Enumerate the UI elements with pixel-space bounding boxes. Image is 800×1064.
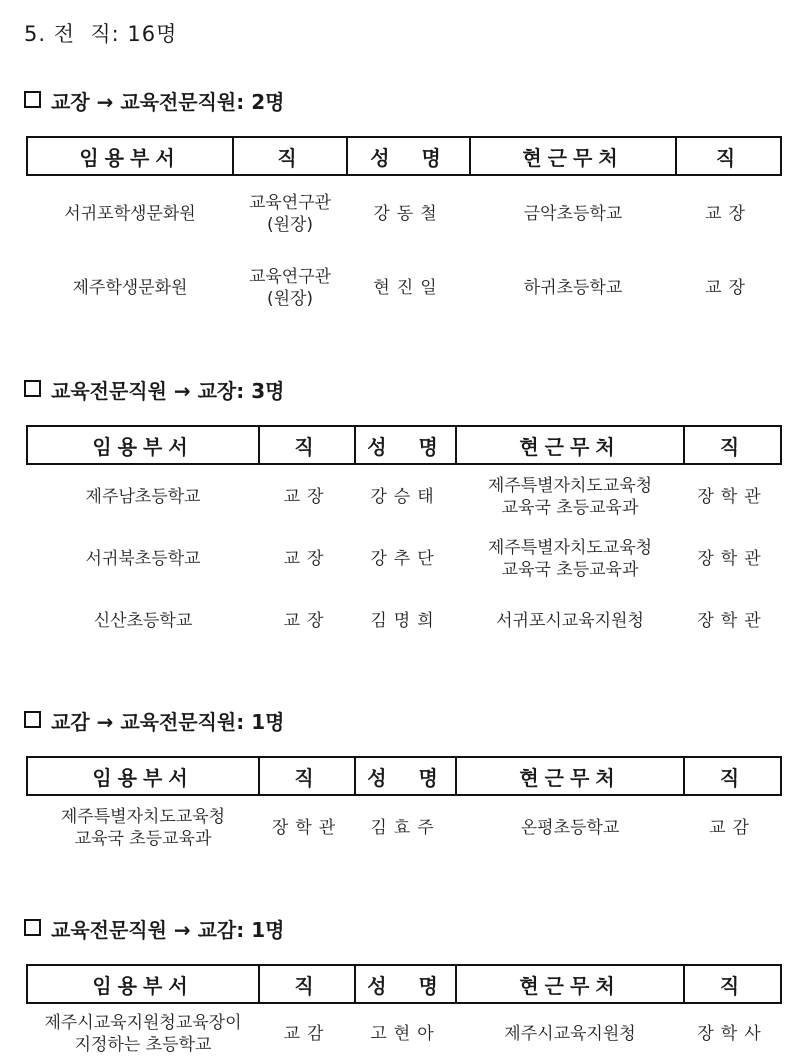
section-heading [24,375,284,404]
cell-current-position: 장학관 [697,486,768,507]
cell-department: 제주학생문화원 [72,278,188,298]
table-row [27,464,781,528]
cell-position: 교육연구관 (원장) [248,267,332,309]
section-heading-text: 교육전문직원 → 교장: 3명 [51,379,285,403]
cell-name: 강승태 [370,486,441,507]
checkbox-square-icon [24,919,41,936]
header-position: 직 [233,137,347,175]
cell-current-workplace: 제주시교육지원청 [504,1023,636,1044]
section-heading [24,914,284,943]
section-heading-text: 교감 → 교육전문직원: 1명 [51,710,285,734]
checkbox-square-icon [24,380,41,397]
cell-department: 신산초등학교 [93,611,193,631]
cell-position: 교장 [283,549,331,569]
cell-department: 제주시교육지원청교육장이 지정하는 초등학교 [44,1012,242,1055]
cell-position: 교장 [283,611,331,631]
header-current-workplace: 현근무처 [456,965,684,1003]
cell-name: 고현아 [370,1023,441,1044]
header-current-workplace: 현근무처 [456,426,684,464]
header-current-position: 직 [676,137,781,175]
cell-name: 김명희 [370,611,441,631]
header-position: 직 [259,965,355,1003]
header-current-workplace: 현근무처 [470,137,676,175]
header-department: 임용부서 [27,137,233,175]
table-row [27,528,781,590]
header-current-workplace: 현근무처 [456,757,684,795]
page-title: 5. 전 직: 16명 [24,22,178,46]
table-header-row [27,137,781,175]
section-heading-text: 교육전문직원 → 교감: 1명 [51,918,285,942]
checkbox-square-icon [24,91,41,108]
cell-position: 교장 [283,486,331,507]
cell-current-position: 장학관 [697,611,768,631]
header-current-position: 직 [684,426,781,464]
cell-current-workplace: 금악초등학교 [523,203,623,224]
cell-current-workplace: 제주특별자치도교육청 교육국 초등교육과 [487,538,653,580]
header-department: 임용부서 [27,426,259,464]
appointment-table [26,425,782,652]
header-position: 직 [259,757,355,795]
cell-department: 서귀포학생문화원 [64,203,196,224]
table-header-row [27,965,781,1003]
appointment-table [26,964,782,1063]
cell-current-workplace: 온평초등학교 [520,817,620,838]
cell-name: 현진일 [373,278,444,298]
section-heading [24,86,284,115]
table-header-row [27,757,781,795]
appointment-table [26,756,782,859]
table-row [27,1003,781,1063]
cell-position: 교감 [283,1023,331,1044]
cell-name: 김효주 [370,817,441,838]
section-heading-text: 교장 → 교육전문직원: 2명 [51,90,285,114]
cell-current-workplace: 제주특별자치도교육청 교육국 초등교육과 [487,475,653,518]
cell-current-workplace: 하귀초등학교 [523,278,623,298]
table-row [27,251,781,325]
header-position: 직 [259,426,355,464]
cell-current-position: 교장 [705,278,752,298]
cell-current-position: 교감 [709,817,756,838]
cell-current-position: 장학사 [697,1023,768,1044]
cell-name: 강추단 [370,549,441,569]
cell-name: 강동철 [373,203,444,224]
section-heading [24,706,284,735]
header-current-position: 직 [684,965,781,1003]
cell-current-workplace: 서귀포시교육지원청 [496,611,644,631]
header-name: 성 명 [355,426,456,464]
table-row [27,795,781,859]
header-current-position: 직 [684,757,781,795]
header-name: 성 명 [355,965,456,1003]
table-row [27,590,781,652]
cell-department: 제주특별자치도교육청 교육국 초등교육과 [60,806,226,849]
cell-current-position: 교장 [705,203,752,224]
header-name: 성 명 [347,137,470,175]
cell-department: 서귀북초등학교 [85,549,201,569]
header-name: 성 명 [355,757,456,795]
appointment-table [26,136,782,325]
cell-position: 교육연구관 (원장) [248,192,332,235]
table-header-row [27,426,781,464]
cell-current-position: 장학관 [697,549,768,569]
cell-position: 장학관 [271,817,343,838]
header-department: 임용부서 [27,965,259,1003]
header-department: 임용부서 [27,757,259,795]
checkbox-square-icon [24,711,41,728]
table-row [27,175,781,251]
cell-department: 제주남초등학교 [85,486,201,507]
